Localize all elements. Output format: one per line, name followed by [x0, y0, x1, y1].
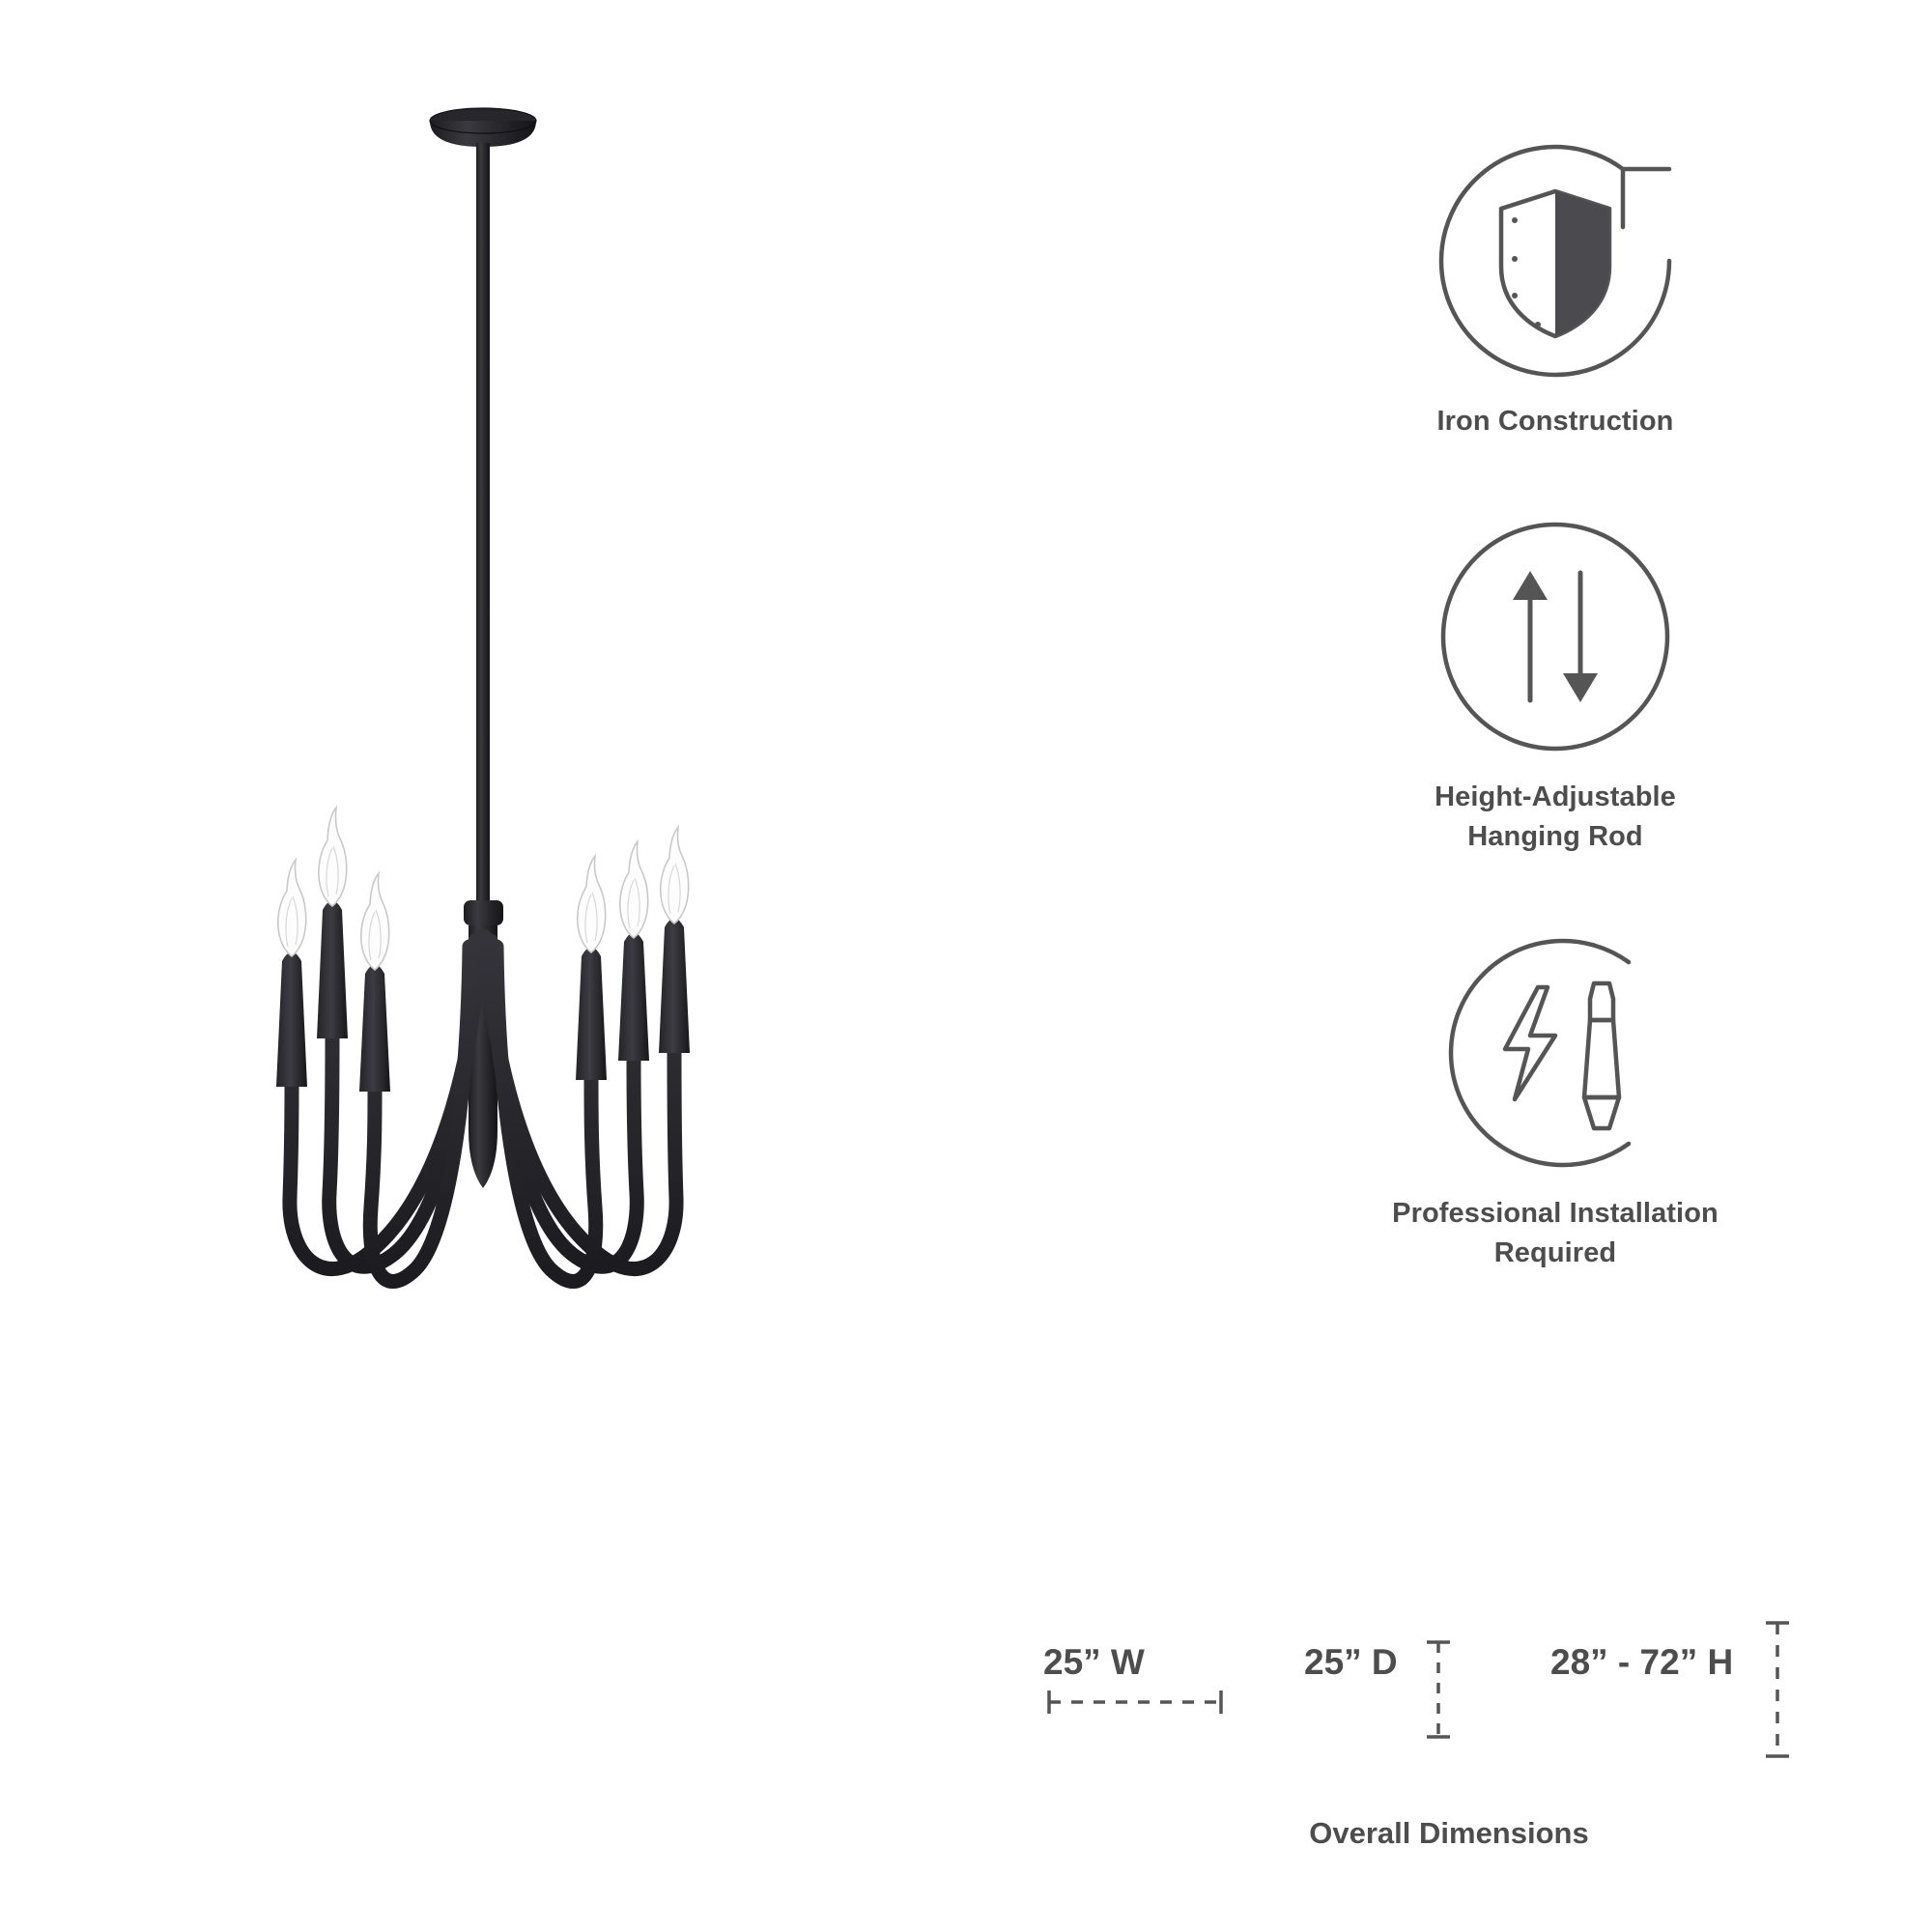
chandelier-drawing [232, 87, 927, 1459]
candle-socket [276, 952, 307, 1088]
feature-label-height-line1: Height-Adjustable [1435, 781, 1676, 813]
dimension-depth [1304, 1642, 1458, 1743]
product-illustration [232, 87, 927, 1459]
hanging-rod [476, 143, 490, 906]
height-arrow-icon [1758, 1617, 1797, 1762]
ceiling-canopy [430, 108, 536, 147]
dimension-depth-label: 25” D [1304, 1642, 1398, 1682]
feature-label-height-line2: Hanging Rod [1467, 821, 1643, 853]
candle-socket [359, 965, 390, 1093]
overall-dimensions-caption: Overall Dimensions [1309, 1816, 1589, 1850]
dimension-height [1550, 1642, 1797, 1762]
width-arrow-icon [1043, 1683, 1227, 1721]
candle-socket [618, 933, 649, 1062]
feature-iron-construction [1304, 135, 1806, 441]
feature-height-adjustable [1304, 511, 1806, 857]
bulb-left-inner [361, 873, 389, 970]
bulb-left-middle [319, 808, 347, 906]
depth-arrow-icon [1419, 1636, 1458, 1743]
candle-socket [659, 919, 690, 1054]
up-down-arrows-icon [1430, 511, 1681, 762]
candle-socket [317, 901, 348, 1039]
feature-label-install-line2: Required [1493, 1236, 1617, 1268]
shield-icon [1430, 135, 1681, 386]
feature-label-install [1304, 1194, 1806, 1273]
dimension-width-label: 25” W [1043, 1642, 1145, 1682]
screwdriver-lightning-icon [1430, 927, 1681, 1179]
candle-socket [576, 948, 607, 1081]
dimension-height-label: 28” - 72” H [1550, 1642, 1734, 1682]
dimensions-section [1024, 1623, 1874, 1874]
rod-collar [464, 900, 503, 925]
bulb-right-outer [661, 827, 689, 923]
feature-professional-installation [1304, 927, 1806, 1273]
bulb-right-inner [578, 856, 606, 952]
feature-label-iron: Iron Construction [1436, 406, 1674, 437]
feature-label-install-line1: Professional Installation [1392, 1197, 1719, 1229]
feature-list [1304, 135, 1806, 1343]
bulb-left-outer [278, 860, 306, 956]
feature-label-height [1304, 778, 1806, 857]
bulb-right-middle [620, 841, 648, 938]
dimension-width [1043, 1642, 1227, 1721]
